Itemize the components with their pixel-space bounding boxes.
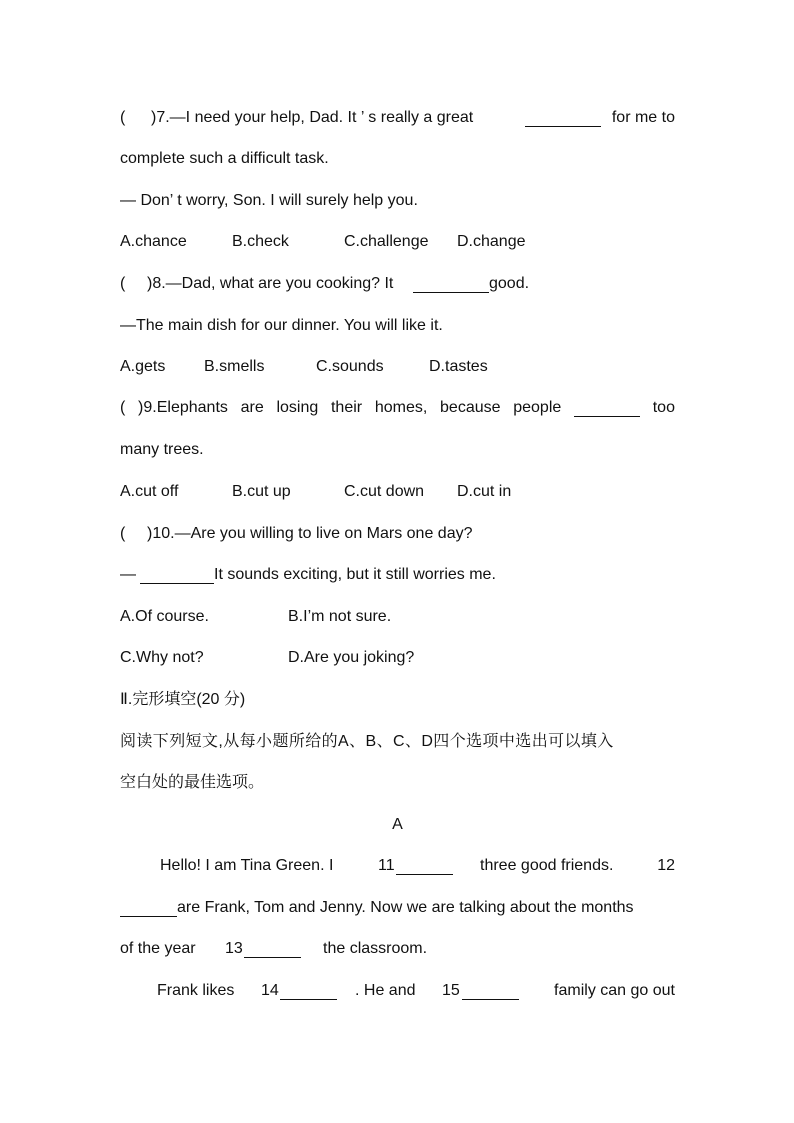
question-text: )8.—Dad, what are you cooking? It [147,275,394,292]
question-word: are [240,399,264,416]
answer-blank [413,277,489,293]
answer-blank [140,568,214,584]
question-7-stem [120,107,675,129]
cloze-blank-12 [120,901,177,917]
reply-text: It sounds exciting, but it still worries me. [214,566,496,583]
question-text-after-blank: for me to [611,109,675,126]
question-word: homes, [374,399,428,416]
option-b: B.check [232,233,289,250]
passage-title: A [392,816,403,833]
question-text: )7.—I need your help, Dad. It ’ s really a great [151,109,474,126]
passage-text: family can go out [554,982,675,999]
blank-number-11: 11 [378,857,395,874]
option-b: B.I’m not sure. [288,608,392,625]
question-7-stem-cont: complete such a difficult task. [120,150,329,167]
answer-blank [525,111,601,127]
question-word: people [513,399,562,416]
cloze-blank-11 [396,859,453,875]
cloze-blank-14 [280,984,337,1000]
blank-number-12: 12 [657,857,675,874]
question-7-options [120,231,675,253]
option-d: D.change [457,233,526,250]
answer-paren: ( [120,525,126,542]
question-7-reply: — Don’ t worry, Son. I will surely help you. [120,192,418,209]
passage-text: are Frank, Tom and Jenny. Now we are talking about the months [177,899,634,916]
question-9-stem [120,397,675,419]
option-a: A.cut off [120,483,179,500]
option-d: D.Are you joking? [288,649,415,666]
question-10-stem [120,523,675,545]
passage-text: . He and [355,982,416,999]
section-2-instruction: 阅读下列短文,从每小题所给的A、B、C、D四个选项中选出可以填入 [120,733,614,750]
question-word: )9.Elephants [138,399,228,416]
blank-number-15: 15 [442,982,460,999]
answer-paren: ( [120,399,126,416]
question-word: losing [276,399,319,416]
option-a: A.gets [120,358,166,375]
question-text-after-blank: too [652,399,675,416]
passage-text: Frank likes [157,982,235,999]
question-8-options [120,356,675,378]
passage-text: Hello! I am Tina Green. I [160,857,334,874]
option-c: C.Why not? [120,649,204,666]
cloze-blank-13 [244,942,301,958]
question-10-options-row1 [120,606,675,628]
question-word: their [330,399,363,416]
passage-line-3 [120,938,675,960]
question-9-stem-cont: many trees. [120,441,204,458]
option-d: D.cut in [457,483,512,500]
answer-paren: ( [120,109,126,126]
blank-number-14: 14 [261,982,279,999]
passage-line-4 [120,980,675,1002]
answer-blank [574,401,640,417]
passage-text: the classroom. [323,940,428,957]
reply-dash: — [120,566,136,583]
option-c: C.cut down [344,483,425,500]
option-c: C.challenge [344,233,429,250]
question-word: because [440,399,501,416]
question-8-reply: —The main dish for our dinner. You will like it. [120,317,443,334]
passage-text: three good friends. [480,857,614,874]
question-10-options-row2 [120,647,675,669]
option-a: A.chance [120,233,187,250]
section-2-heading: Ⅱ.完形填空(20 分) [120,691,246,708]
blank-number-13: 13 [225,940,243,957]
question-10-reply [120,564,675,586]
answer-paren: ( [120,275,126,292]
option-a: A.Of course. [120,608,209,625]
passage-line-2 [120,897,675,919]
question-8-stem [120,273,675,295]
section-2-instruction-cont: 空白处的最佳选项。 [120,774,265,791]
option-b: B.smells [204,358,265,375]
option-d: D.tastes [429,358,488,375]
passage-line-1 [120,855,675,877]
option-b: B.cut up [232,483,291,500]
option-c: C.sounds [316,358,384,375]
question-text-after-blank: good. [489,275,530,292]
question-text: )10.—Are you willing to live on Mars one day? [147,525,473,542]
passage-text: of the year [120,940,196,957]
cloze-blank-15 [462,984,519,1000]
question-9-options [120,481,675,503]
